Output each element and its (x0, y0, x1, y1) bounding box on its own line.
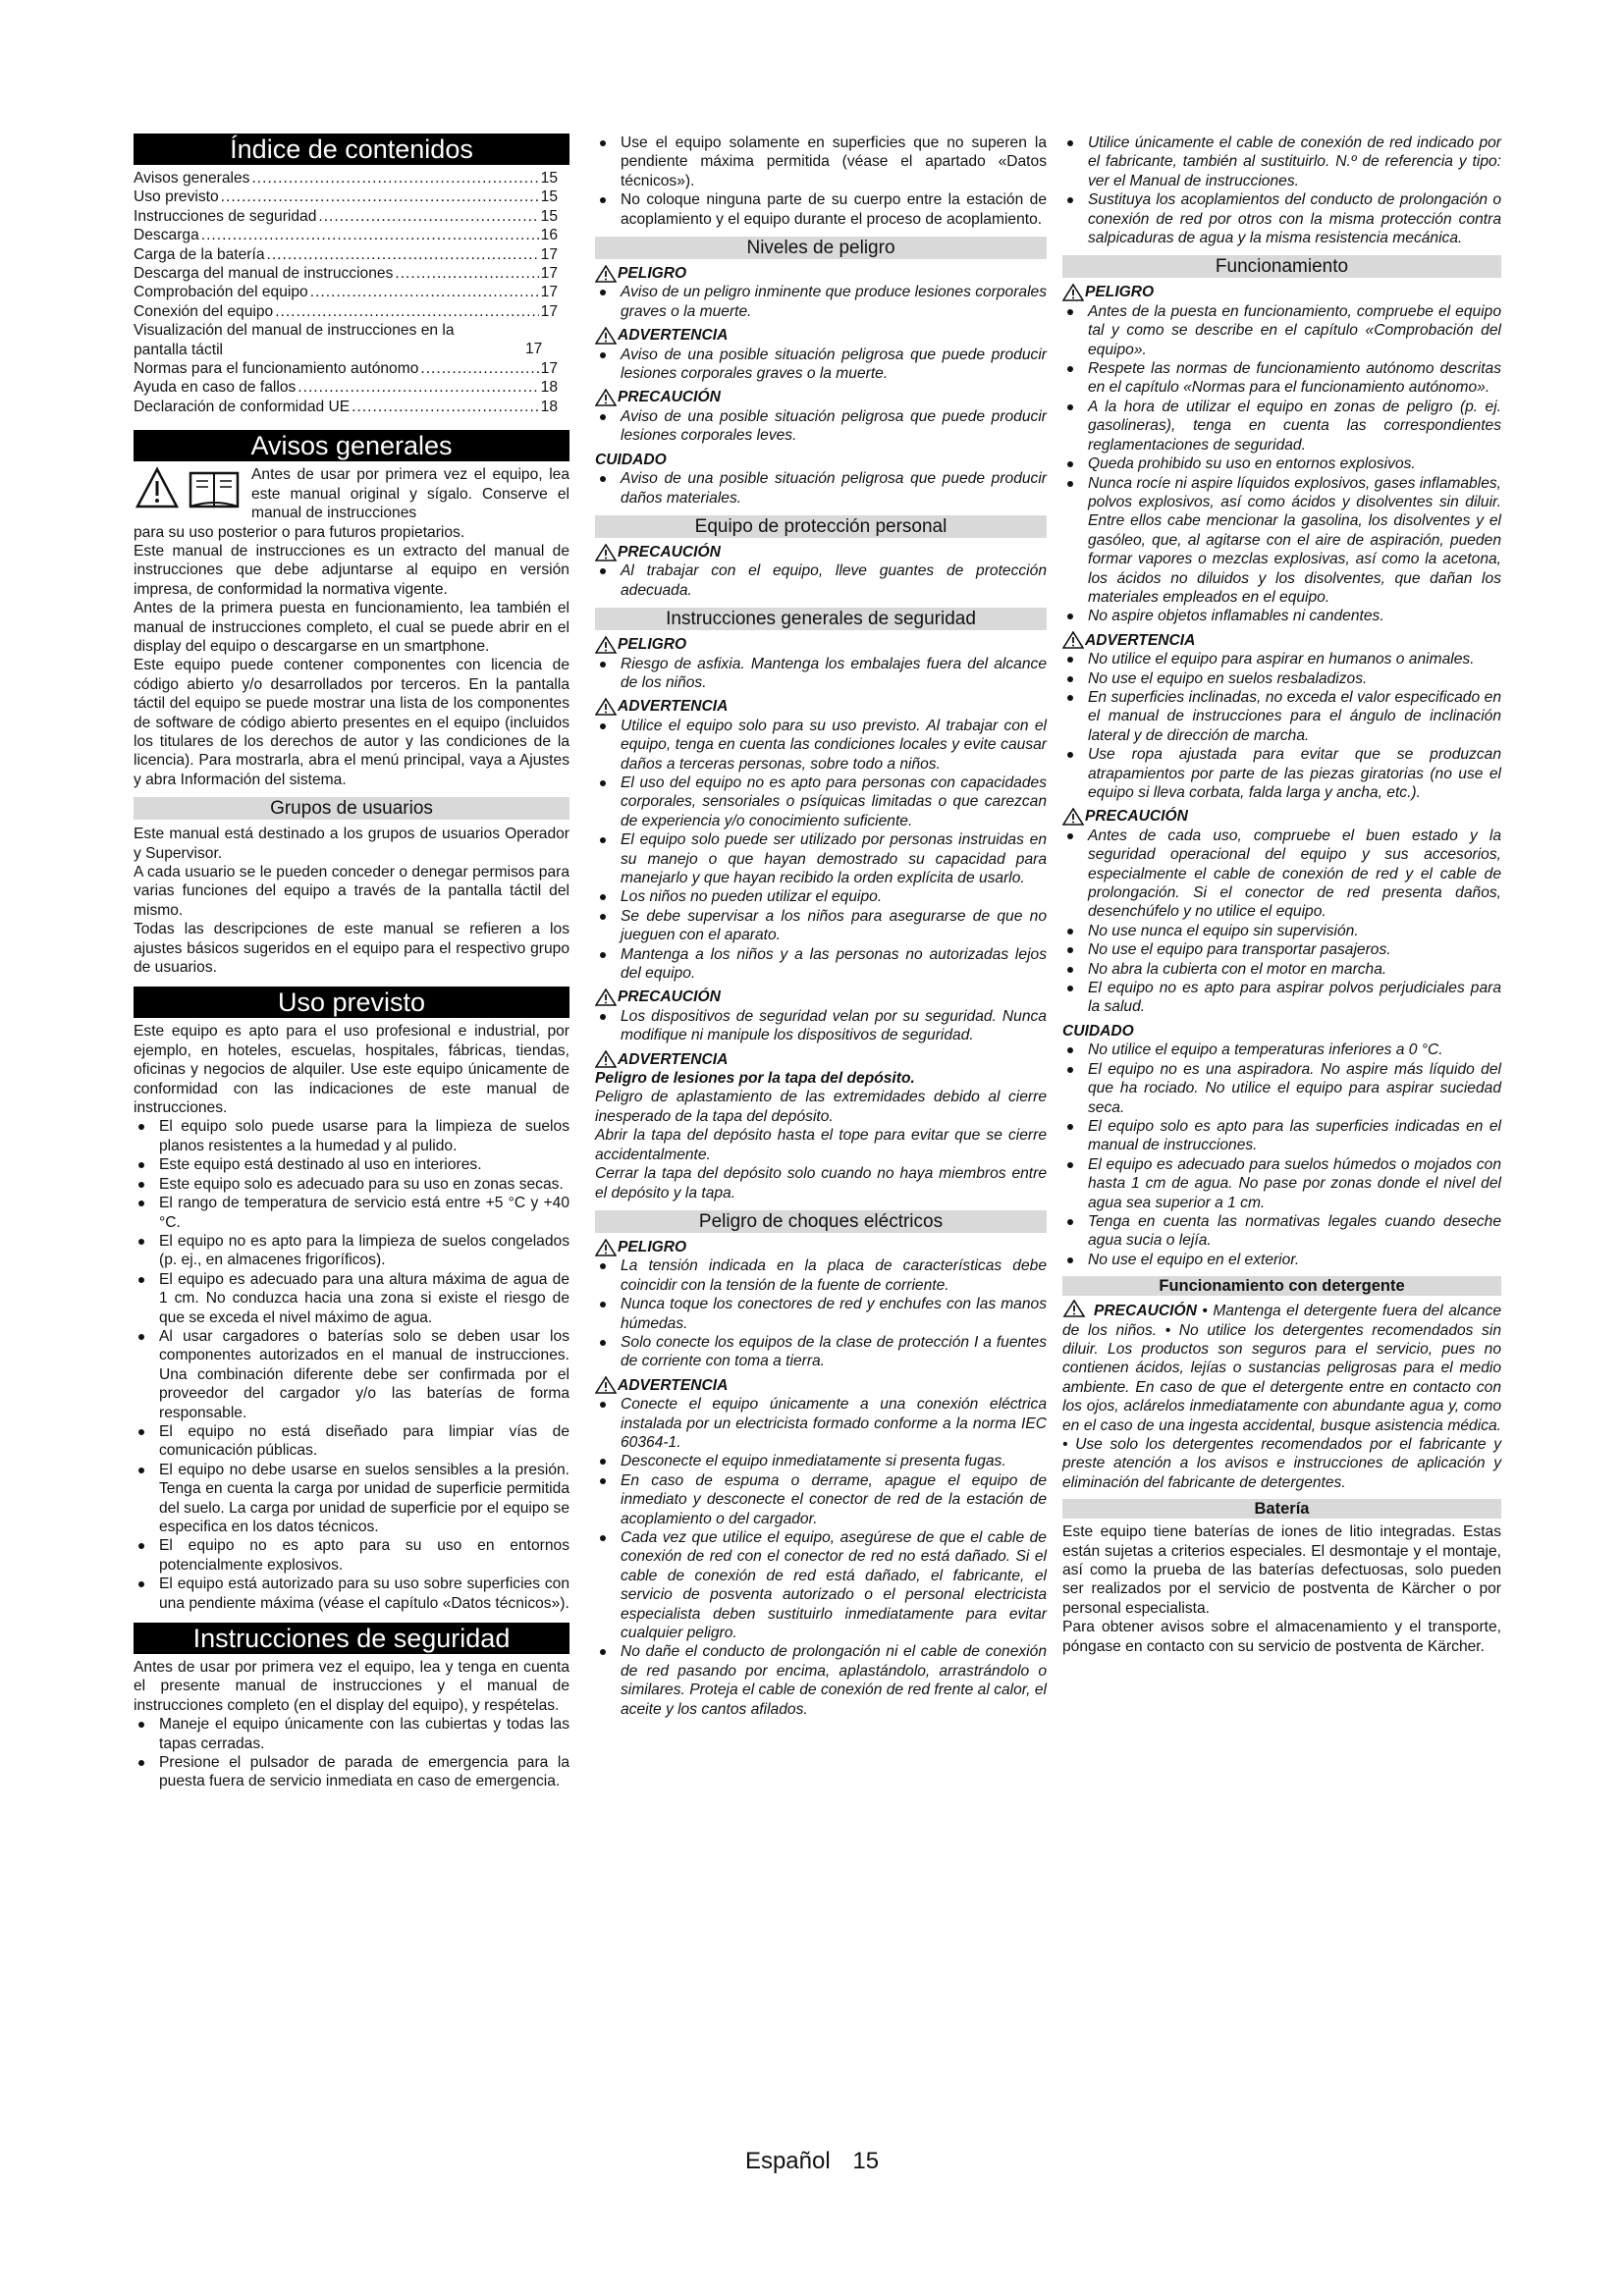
warning-triangle-icon (595, 544, 617, 561)
warning-triangle-icon (1062, 284, 1084, 301)
footer-language: Español (744, 2148, 831, 2174)
safety-heading: Instrucciones de seguridad (134, 1623, 569, 1654)
list-item: La tensión indicada en la placa de características debe coincidir con la tensión de la fuente de corriente. (595, 1256, 1047, 1295)
warning-triangle-icon (595, 389, 617, 406)
toc-item[interactable]: Instrucciones de seguridad ..... 15 (134, 207, 569, 226)
warning-triangle-icon (1062, 1300, 1086, 1317)
list-item: Sustituya los acoplamientos del conducto de prolongación o conexión de red por otros con la misma protección contra salpicaduras de agua y la misma resistencia mecánica. (1062, 190, 1501, 247)
list-item: No coloque ninguna parte de su cuerpo entre la estación de acoplamiento y el equipo durante el proceso de acoplamiento. (595, 190, 1047, 229)
list-item: Use ropa ajustada para evitar que se produzcan atrapamientos por parte de las piezas giratorias (no use el equipo si lleva corbata, falda larga y ancha, etc.). (1062, 745, 1501, 802)
battery-p2: Para obtener avisos sobre el almacenamiento y el transporte, póngase en contacto con su servicio de postventa de Kärcher. (1062, 1619, 1501, 1655)
list-item: En superficies inclinadas, no exceda el valor especificado en el manual de instrucciones para el ángulo de inclinación lateral y de dirección de marcha. (1062, 688, 1501, 745)
list-item: Antes de la puesta en funcionamiento, compruebe el equipo tal y como se describe en el capítulo «Comprobación del equipo». (1062, 302, 1501, 359)
list-item: El uso del equipo no es apto para personas con capacidades corporales, sensoriales o psíquicas limitadas o que carezcan de experiencia y/o conocimiento suficiente. (595, 774, 1047, 830)
list-item: El equipo solo puede ser utilizado por personas instruidas en su manejo o que hayan demostrado su capacidad para manejarlo y que hayan recibido la orden explícita de usarlo. (595, 830, 1047, 887)
column-middle (595, 133, 1047, 1719)
list-item: Este equipo está destinado al uso en interiores. (134, 1155, 569, 1174)
caution-signal: PRECAUCIÓN (595, 543, 1047, 561)
operation-heading: Funcionamiento (1062, 255, 1501, 278)
list-item: Aviso de una posible situación peligrosa que puede producir daños materiales. (595, 469, 1047, 507)
list-item: Respete las normas de funcionamiento autónomo descritas en el capítulo «Normas para el funcionamiento autónomo». (1062, 359, 1501, 398)
list-item: Utilice el equipo solo para su uso previsto. Al trabajar con el equipo, tenga en cuenta las condiciones locales y evite causar daños a terceras personas, sobre todo a niños. (595, 717, 1047, 774)
toc-item[interactable]: Ayuda en caso de fallos ..... 18 (134, 378, 569, 397)
toc-item[interactable]: Descarga del manual de instrucciones ..... 17 (134, 264, 569, 283)
list-item: Cada vez que utilice el equipo, asegúrese de que el cable de conexión de red con el conector de red no está dañado. Si el cable de conexión de red está dañado, el fabricante, el servicio de posventa autorizado o el personal electricista especialista deben sustituirlo inmediatamente para evitar cualquier peligro. (595, 1528, 1047, 1642)
list-item: No abra la cubierta con el motor en marcha. (1062, 960, 1501, 979)
list-item: Se debe supervisar a los niños para asegurarse de que no jueguen con el aparato. (595, 907, 1047, 945)
toc-item[interactable]: Normas para el funcionamiento autónomo ..... 17 (134, 359, 569, 378)
warning-triangle-icon (1062, 631, 1084, 649)
user-groups-heading: Grupos de usuarios (134, 797, 569, 820)
list-item: No utilice el equipo para aspirar en humanos o animales. (1062, 650, 1501, 668)
general-p2: Antes de la primera puesta en funcionamiento, lea también el manual de instrucciones completo, el cual se puede abrir en el display del equipo o descargarse en un smartphone. (134, 600, 569, 655)
toc-item[interactable]: Uso previsto ..... 15 (134, 187, 569, 206)
warning-signal: ADVERTENCIA (595, 697, 1047, 716)
safety-list-continued (595, 133, 1047, 229)
warning-triangle-icon (595, 698, 617, 716)
lid-hazard-p2: Abrir la tapa del depósito hasta el tope para evitar que se cierre accidentalmente. (595, 1127, 1047, 1163)
list-item: Presione el pulsador de parada de emergencia para la puesta fuera de servicio inmediata en caso de emergencia. (134, 1753, 569, 1791)
caution-signal: PRECAUCIÓN (595, 388, 1047, 406)
list-item: Conecte el equipo únicamente a una conexión eléctrica instalada por un electricista formado conforme a la norma IEC 60364-1. (595, 1395, 1047, 1452)
warning-triangle-icon (595, 1376, 617, 1394)
caution-signal: PRECAUCIÓN (595, 988, 1047, 1006)
battery-p1: Este equipo tiene baterías de iones de litio integradas. Estas están sujetas a criterios especiales. El desmontaje y el montaje, así como la prueba de las baterías defectuosas, solo pueden ser realizados por el servicio de postventa de Kärcher o por personal especialista. (1062, 1523, 1501, 1617)
list-item: El equipo no es apto para su uso en entornos potencialmente explosivos. (134, 1536, 569, 1575)
list-item: El equipo no debe usarse en suelos sensibles a la presión. Tenga en cuenta la carga por unidad de superficie permitida del suelo. La carga por unidad de superficie por el equipo se especifica en los datos técnicos. (134, 1461, 569, 1537)
list-item: Antes de cada uso, compruebe el buen estado y la seguridad operacional del equipo y sus accesorios, especialmente el cable de conexión de red y el cable de prolongación. Si el conector de red presenta daños, desenchúfelo y no utilice el equipo. (1062, 827, 1501, 922)
toc-item[interactable]: Comprobación del equipo ..... 17 (134, 283, 569, 301)
list-item: Los niños no pueden utilizar el equipo. (595, 887, 1047, 906)
warning-signal: ADVERTENCIA (595, 1376, 1047, 1395)
electric-list-continued (1062, 133, 1501, 247)
groups-p2: A cada usuario se le pueden conceder o denegar permisos para varias funciones del equipo a través de la pantalla táctil del mismo. (134, 864, 569, 919)
list-item: No utilice el equipo a temperaturas inferiores a 0 °C. (1062, 1041, 1501, 1059)
lid-hazard-p1: Peligro de aplastamiento de las extremidades debido al cierre inesperado de la tapa del depósito. (595, 1089, 1047, 1125)
intended-use-list (134, 1117, 569, 1613)
detergent-heading: Funcionamiento con detergente (1062, 1276, 1501, 1296)
danger-signal: PELIGRO (1062, 283, 1501, 301)
toc-item[interactable]: Descarga ..... 16 (134, 226, 569, 244)
toc-item[interactable]: Declaración de conformidad UE ..... 18 (134, 398, 569, 416)
list-item: No use el equipo en suelos resbaladizos. (1062, 669, 1501, 688)
safety-list (134, 1715, 569, 1791)
list-item: Al usar cargadores o baterías solo se deben usar los componentes autorizados en el manual de instrucciones. Una combinación diferente debe ser confirmada por el proveedor del cargador y/o las baterías de forma responsable. (134, 1327, 569, 1422)
safety-intro: Antes de usar por primera vez el equipo, lea y tenga en cuenta el presente manual de instrucciones y el manual de instrucciones completo (en el display del equipo), y respételas. (134, 1659, 569, 1714)
list-item: Queda prohibido su uso en entornos explosivos. (1062, 454, 1501, 473)
lid-hazard-p3: Cerrar la tapa del depósito solo cuando no haya miembros entre el depósito y la tapa. (595, 1165, 1047, 1201)
list-item: No use nunca el equipo sin supervisión. (1062, 922, 1501, 940)
list-item: El equipo no es apto para la limpieza de suelos congelados (p. ej., en almacenes frigoríficos). (134, 1232, 569, 1270)
intended-use-intro: Este equipo es apto para el uso profesional e industrial, por ejemplo, en hoteles, escuelas, hospitales, fábricas, tiendas, oficinas y negocios de alquiler. Use este equipo únicamente de conformidad con las indicaciones de este manual de instrucciones. (134, 1023, 569, 1117)
list-item: Desconecte el equipo inmediatamente si presenta fugas. (595, 1452, 1047, 1470)
list-item: No use el equipo para transportar pasajeros. (1062, 940, 1501, 959)
page-footer (0, 2148, 1624, 2175)
danger-signal: PELIGRO (595, 264, 1047, 283)
warning-signal: ADVERTENCIA (595, 1050, 1047, 1069)
ppe-heading: Equipo de protección personal (595, 515, 1047, 538)
warning-triangle-icon (595, 988, 617, 1006)
list-item: Riesgo de asfixia. Mantenga los embalajes fuera del alcance de los niños. (595, 655, 1047, 693)
list-item: Use el equipo solamente en superficies que no superen la pendiente máxima permitida (véase el apartado «Datos técnicos»). (595, 133, 1047, 190)
hazard-levels-heading: Niveles de peligro (595, 237, 1047, 259)
danger-signal: PELIGRO (595, 635, 1047, 654)
warning-signal: ADVERTENCIA (595, 326, 1047, 345)
list-item: El equipo es adecuado para una altura máxima de agua de 1 cm. No conduzca hacia una zona si existe el riesgo de que se exceda el nivel máximo de agua. (134, 1270, 569, 1327)
list-item: Tenga en cuenta las normativas legales cuando deseche agua sucia o lejía. (1062, 1212, 1501, 1251)
list-item: Aviso de un peligro inminente que produce lesiones corporales graves o la muerte. (595, 283, 1047, 321)
list-item: Mantenga a los niños y a las personas no autorizadas lejos del equipo. (595, 945, 1047, 984)
warning-manual-icon (134, 465, 249, 512)
lid-hazard-title: Peligro de lesiones por la tapa del depósito. (595, 1070, 915, 1088)
warning-triangle-icon (595, 265, 617, 283)
column-left (134, 133, 569, 1791)
intended-use-heading: Uso previsto (134, 987, 569, 1018)
battery-heading: Batería (1062, 1499, 1501, 1519)
list-item: El equipo está autorizado para su uso sobre superficies con una pendiente máxima (véase el capítulo «Datos técnicos»). (134, 1575, 569, 1613)
warning-triangle-icon (595, 1239, 617, 1256)
list-item: En caso de espuma o derrame, apague el equipo de inmediato y desconecte el conector de red de la estación de acoplamiento o del cargador. (595, 1471, 1047, 1528)
list-item: Al trabajar con el equipo, lleve guantes de protección adecuada. (595, 561, 1047, 600)
list-item: El equipo solo es apto para las superficies indicadas en el manual de instrucciones. (1062, 1117, 1501, 1155)
attention-signal: CUIDADO (595, 451, 667, 468)
list-item: No use el equipo en el exterior. (1062, 1251, 1501, 1269)
general-p1: Este manual de instrucciones es un extracto del manual de instrucciones que debe adjuntarse al equipo en versión impresa, de conformidad la normativa vigente. (134, 542, 569, 598)
general-intro: Antes de usar por primera vez el equipo, lea este manual original y sígalo. Conserve el manual de instrucciones para su uso posterior o para futuros propietarios. (134, 466, 569, 541)
warning-triangle-icon (595, 636, 617, 654)
toc-item[interactable]: Carga de la batería ..... 17 (134, 245, 569, 264)
general-safety-heading: Instrucciones generales de seguridad (595, 608, 1047, 630)
attention-signal: CUIDADO (1062, 1022, 1134, 1040)
toc-heading: Índice de contenidos (134, 133, 569, 165)
list-item: El equipo es adecuado para suelos húmedos o mojados con hasta 1 cm de agua. No pase por zonas donde el nivel del agua sea superior a 1 cm. (1062, 1155, 1501, 1212)
warning-triangle-icon (595, 1050, 617, 1068)
toc-item[interactable]: Conexión del equipo ..... 17 (134, 302, 569, 321)
list-item: Solo conecte los equipos de la clase de protección I a fuentes de corriente con toma a tierra. (595, 1333, 1047, 1371)
list-item: Aviso de una posible situación peligrosa que puede producir lesiones corporales leves. (595, 407, 1047, 446)
general-heading: Avisos generales (134, 430, 569, 461)
toc-item[interactable]: Avisos generales ..... 15 (134, 169, 569, 187)
toc-list (134, 169, 569, 416)
list-item: El equipo no está diseñado para limpiar vías de comunicación públicas. (134, 1422, 569, 1461)
list-item: El equipo no es apto para aspirar polvos perjudiciales para la salud. (1062, 979, 1501, 1017)
list-item: Maneje el equipo únicamente con las cubiertas y todas las tapas cerradas. (134, 1715, 569, 1753)
page-number: 15 (852, 2148, 880, 2174)
detergent-text: PRECAUCIÓN • Mantenga el detergente fuera del alcance de los niños. • No utilice los detergentes recomendados sin diluir. Los productos son seguros para el servicio, pues no contienen ácidos, lejías o sustancias peligrosas para el medio ambiente. En caso de que el detergente entre en contacto con los ojos, aclárelos inmediatamente con abundante agua y, como en el caso de una ingesta accidental, busque asistencia médica. • Use solo los detergentes recomendados por el fabricante y preste atención a los avisos e instrucciones de aplicación y eliminación del fabricante de detergentes. (1062, 1300, 1501, 1492)
warning-triangle-icon (595, 327, 617, 345)
list-item: Nunca rocíe ni aspire líquidos explosivos, gases inflamables, polvos explosivos, así como ácidos y disolventes sin diluir. Entre ellos cabe mencionar la gasolina, los disolventes y el gasóleo, que, al agitarse con el aire de aspiración, pueden formar vapores o mezclas explosivas, así como la acetona, los ácidos no diluidos y los disolventes, que dañan los materiales empleados en el equipo. (1062, 474, 1501, 608)
toc-item[interactable]: Visualización del manual de instrucciones en la pantalla táctil 17 (134, 322, 543, 358)
list-item: El equipo no es una aspiradora. No aspire más líquido del que ha rociado. No utilice el equipo para aspirar suciedad seca. (1062, 1060, 1501, 1117)
column-right (1062, 133, 1501, 1656)
list-item: El equipo solo puede usarse para la limpieza de suelos planos resistentes a la humedad y al pulido. (134, 1117, 569, 1155)
danger-signal: PELIGRO (595, 1238, 1047, 1256)
list-item: El rango de temperatura de servicio está entre +5 °C y +40 °C. (134, 1194, 569, 1232)
list-item: Este equipo solo es adecuado para su uso en zonas secas. (134, 1175, 569, 1194)
groups-p1: Este manual está destinado a los grupos de usuarios Operador y Supervisor. (134, 826, 569, 862)
warning-signal: ADVERTENCIA (1062, 631, 1501, 650)
general-p3: Este equipo puede contener componentes con licencia de código abierto y/o desarrollados por terceros. En la pantalla táctil del equipo se puede mostrar una lista de los componentes de software de código abierto presentes en el equipo (incluidos los titulares de los derechos de autor y las condiciones de la licencia). Para mostrarla, abra el menú principal, vaya a Ajustes y abra Información del sistema. (134, 657, 569, 788)
list-item: A la hora de utilizar el equipo en zonas de peligro (p. ej. gasolineras), tenga en cuenta las correspondientes reglamentaciones de seguridad. (1062, 398, 1501, 454)
list-item: No aspire objetos inflamables ni candentes. (1062, 607, 1501, 625)
list-item: Aviso de una posible situación peligrosa que puede producir lesiones corporales graves o la muerte. (595, 346, 1047, 384)
electric-heading: Peligro de choques eléctricos (595, 1210, 1047, 1233)
caution-signal: PRECAUCIÓN (1062, 807, 1501, 826)
list-item: Los dispositivos de seguridad velan por su seguridad. Nunca modifique ni manipule los dispositivos de seguridad. (595, 1007, 1047, 1045)
list-item: Utilice únicamente el cable de conexión de red indicado por el fabricante, también al sustituirlo. N.º de referencia y tipo: ver el Manual de instrucciones. (1062, 133, 1501, 190)
warning-triangle-icon (1062, 808, 1084, 826)
list-item: Nunca toque los conectores de red y enchufes con las manos húmedas. (595, 1295, 1047, 1333)
list-item: No dañe el conducto de prolongación ni el cable de conexión de red pasando por encima, aplastándolo, arrastrándolo o similares. Proteja el cable de conexión de red frente al calor, el aceite y los cantos afilados. (595, 1642, 1047, 1719)
groups-p3: Todas las descripciones de este manual se refieren a los ajustes básicos sugeridos en el equipo para el respectivo grupo de usuarios. (134, 921, 569, 977)
